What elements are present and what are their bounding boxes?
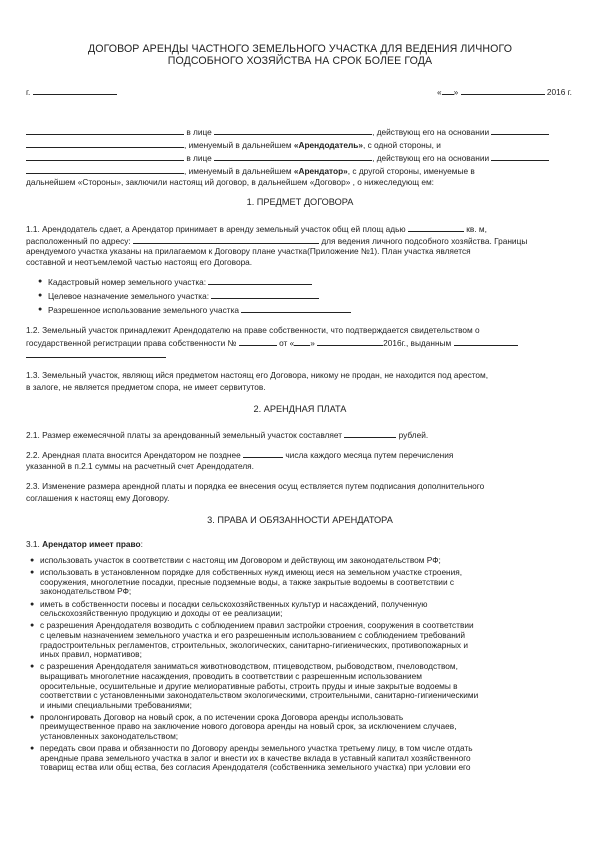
p1-3-line-1: 1.3. Земельный участок, являющ ийся предметом настоящ его Договора, никому не продан, не находится под арестом, [26, 370, 489, 380]
parties-line-4 [26, 165, 475, 176]
section-2-heading: 2. АРЕНДНАЯ ПЛАТА [253, 404, 347, 414]
rent-amount-blank[interactable] [344, 429, 396, 438]
right-6-line-2: преимущественное право на заключение нового договора аренды на новый срок, за исключением случаев, [40, 721, 457, 732]
document-title [40, 43, 560, 68]
issued-by-continuation-blank[interactable] [26, 349, 166, 358]
purpose-label: Целевое назначение земельного участка: [48, 291, 210, 301]
p1-2-text-e: 2016г., выданным [383, 338, 452, 348]
list-item [30, 711, 580, 742]
p1-2-line-2 [26, 337, 518, 348]
bullet-icon: ● [30, 569, 35, 577]
p1-2-line-1: 1.2. Земельный участок принадлежит Арендодателю на праве собственности, что подтверждается свидетельством о [26, 325, 480, 335]
parties-line-5: дальнейшем «Стороны», заключили настоящ ий договор, в дальнейшем «Договор» , о нижеследующ ем: [26, 177, 434, 187]
list-item [38, 290, 578, 304]
right-4-line-4: иных правил, нормативов; [40, 649, 142, 660]
date-day-blank[interactable] [442, 86, 454, 95]
issued-by-blank[interactable] [454, 337, 518, 346]
payment-day-blank[interactable] [243, 449, 283, 458]
right-7-line-1: передать свои права и обязанности по Договору аренды земельного участка третьему лицу, в том числе отдать [40, 743, 473, 754]
date-close-quote: » [453, 87, 459, 97]
certificate-number-blank[interactable] [239, 337, 277, 346]
right-2-line-1: использовать в установленном порядке для собственных нужд имеющ иеся на земельном участке строения, [40, 567, 463, 578]
bullet-icon: ● [38, 292, 43, 299]
right-6-line-3: установленных законодательством; [40, 731, 179, 742]
p3-1-label: Арендатор имеет право [42, 539, 141, 549]
p2-2-text-b: числа каждого месяца путем перечисления [285, 450, 454, 460]
lessee-basis-blank[interactable] [491, 152, 549, 161]
list-item [30, 598, 580, 619]
bullet-icon: ● [30, 663, 35, 671]
right-6-line-1: пролонгировать Договор на новый срок, а по истечении срока Договора аренды использовать [40, 711, 404, 722]
right-5-line-5: и иными специальными требованиями; [40, 699, 192, 710]
bullet-icon: ● [38, 278, 43, 285]
acting-basis-label-2: , действующ его на основании [372, 153, 490, 163]
p1-1-text-a: 1.1. Арендодатель сдает, а Арендатор принимает в аренду земельный участок общ ей площ адью [26, 224, 406, 234]
lessor-role: «Арендодатель» [293, 140, 363, 150]
hereinafter-label: , именуемый в дальнейшем [184, 140, 292, 150]
list-item [30, 661, 580, 710]
list-item [30, 743, 580, 773]
title-line-1: ДОГОВОР АРЕНДЫ ЧАСТНОГО ЗЕМЕЛЬНОГО УЧАСТКА ДЛЯ ВЕДЕНИЯ ЛИЧНОГО [87, 43, 513, 55]
right-4-line-2: с целевым назначением земельного участка и его разрешенным использованием с соблюдением требований [40, 629, 466, 640]
p3-1-colon: : [140, 539, 143, 549]
p1-1-text-d: для ведения личного подсобного хозяйства. Границы [321, 236, 528, 246]
p2-2-line-1 [26, 449, 453, 460]
p2-3-line-1: 2.3. Изменение размера арендной платы и порядка ее внесения осущ ествляется путем подписания дополнительного [26, 481, 485, 491]
right-5-line-3: оросительные, осушительные и другие мелиоративные работы, строить пруды и иные закрытые водоемы в [40, 680, 458, 691]
right-4-line-3: градостроительных регламентов, строительных, экологических, санитарно-гигиенических, противопожарных и [40, 639, 468, 650]
bullet-icon: ● [30, 600, 35, 608]
list-item [30, 567, 580, 597]
lessor-basis-blank[interactable] [491, 126, 549, 135]
parties-line-3 [26, 152, 549, 163]
acting-basis-label: , действующ его на основании [372, 127, 490, 137]
p1-1-line-3: арендуемого участка указаны на прилагаемом к Договору плане участка(Приложение №1). План участка является [26, 246, 471, 256]
section-3-heading: 3. ПРАВА И ОБЯЗАННОСТИ АРЕНДАТОРА [207, 515, 393, 525]
right-4-line-1: с разрешения Арендодателя возводить с соблюдением правил застройки строения, сооружения в соответствии [40, 620, 474, 631]
allowed-use-label: Разрешенное использование земельного участка [48, 305, 239, 315]
p1-1-line-4: составной и неотъемлемой частью настоящ его Договора. [26, 257, 253, 267]
p1-1-text-c: расположенный по адресу: [26, 236, 131, 246]
p2-3-line-2: соглашения к настоящ ему Договору. [26, 493, 170, 503]
p1-1-text-b: кв. м, [466, 224, 487, 234]
p1-2-text-d: » [310, 338, 315, 348]
right-7-line-3: товарищ ества или общ ества, без согласия Арендодателя (собственника земельного участка) при условии его [40, 762, 471, 773]
cadastral-label: Кадастровый номер земельного участка: [48, 277, 207, 287]
bullet-icon: ● [30, 745, 35, 753]
date-month-blank[interactable] [461, 86, 545, 95]
allowed-use-blank[interactable] [241, 304, 351, 313]
bullet-icon: ● [38, 306, 43, 313]
lessee-role: «Арендатор» [293, 166, 348, 176]
p1-2-text-c: от « [279, 338, 295, 348]
title-line-2: ПОДСОБНОГО ХОЗЯЙСТВА НА СРОК БОЛЕЕ ГОДА [167, 55, 433, 68]
section-1-heading: 1. ПРЕДМЕТ ДОГОВОРА [246, 197, 354, 207]
lessee-extra-blank[interactable] [26, 165, 184, 174]
hereinafter-label-2: , именуемый в дальнейшем [184, 166, 292, 176]
list-item [38, 276, 578, 290]
city-prefix: г. [26, 87, 31, 97]
right-3-line-2: сельскохозяйственную продукцию и доходы от ее реализации; [40, 608, 283, 619]
p1-3-line-2: в залоге, не является предметом спора, не имеет сервитутов. [26, 382, 266, 392]
p3-1-number: 3.1. [26, 539, 40, 549]
lessee-rights-list [30, 555, 580, 776]
p1-1-line-1 [26, 223, 487, 234]
p2-2-text-a: 2.2. Арендная плата вносится Арендатором не позднее [26, 450, 241, 460]
other-side-label: , с другой стороны, именуемые в [347, 166, 475, 176]
right-2-line-3: законодательством РФ; [40, 586, 132, 597]
city-blank[interactable] [33, 86, 117, 95]
in-person-label: в лице [186, 127, 212, 137]
p1-2-line-3 [26, 349, 166, 360]
right-2-line-2: сооружения, многолетние посадки, пресные подземные воды, а также закрытые водоемы в соответствии с [40, 576, 455, 587]
list-item [30, 620, 580, 660]
p2-2-line-2: указанной в п.2.1 суммы на расчетный счет Арендодателя. [26, 461, 254, 471]
date-open-quote: « [437, 87, 442, 97]
purpose-blank[interactable] [211, 290, 319, 299]
p2-1-text-b: рублей. [398, 430, 429, 440]
certificate-day-blank[interactable] [294, 337, 310, 346]
right-3-line-1: иметь в собственности посевы и посадки сельскохозяйственных культур и насаждений, полученную [40, 598, 428, 609]
address-blank[interactable] [133, 235, 319, 244]
area-blank[interactable] [408, 223, 464, 232]
lessee-name-blank[interactable] [26, 152, 184, 161]
list-item [38, 304, 578, 318]
p1-2-text-b: государственной регистрации права собственности № [26, 338, 237, 348]
in-person-label-2: в лице [186, 153, 212, 163]
right-5-line-2: выращивать многолетние насаждения, проводить в соответствии с разрешенным использованием [40, 670, 422, 681]
bullet-icon: ● [30, 713, 35, 721]
p1-1-line-2 [26, 235, 527, 246]
lessee-representative-blank[interactable] [214, 152, 372, 161]
parties-line-1 [26, 126, 549, 137]
right-7-line-2: арендные права земельного участка в залог и внести их в качестве вклада в уставный капитал хозяйственного [40, 752, 471, 763]
city-field [26, 86, 117, 97]
p3-1-heading [26, 539, 143, 549]
list-item [30, 555, 580, 566]
parties-line-2 [26, 139, 441, 150]
certificate-month-blank[interactable] [317, 337, 383, 346]
date-year: 2016 г. [546, 87, 572, 97]
lessor-extra-blank[interactable] [26, 139, 184, 148]
bullet-icon: ● [30, 557, 35, 564]
bullet-icon: ● [30, 622, 35, 630]
right-5-line-4: соответствии с установленными законодательством экологическими, строительными, санитарно-гигиеническими [40, 690, 479, 701]
date-field [437, 86, 572, 97]
lessor-name-blank[interactable] [26, 126, 184, 135]
right-1-line-1: использовать участок в соответствии с настоящ им Договором и действующ им законодательством РФ; [40, 555, 441, 565]
land-info-list [38, 276, 578, 318]
p2-1-text-a: 2.1. Размер ежемесячной платы за арендованный земельный участок составляет [26, 430, 343, 440]
one-side-label: , с одной стороны, и [362, 140, 441, 150]
lessor-representative-blank[interactable] [214, 126, 372, 135]
cadastral-blank[interactable] [208, 276, 312, 285]
p2-1-line-1 [26, 429, 428, 440]
right-5-line-1: с разрешения Арендодателя заниматься животноводством, птицеводством, рыбоводством, пчеловодством, [40, 661, 458, 672]
